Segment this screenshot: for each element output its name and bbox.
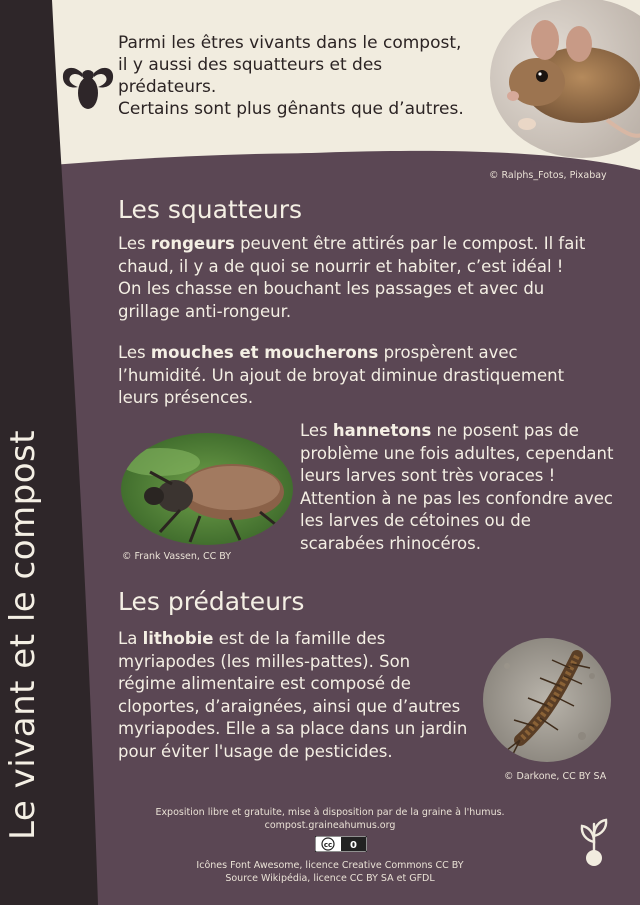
lithobius-keyword: lithobie (142, 629, 214, 648)
footer-line-4: Source Wikipédia, licence CC BY SA et GFDL (225, 873, 435, 884)
seedling-icon (576, 812, 612, 868)
flies-keyword: mouches et moucherons (150, 343, 379, 362)
intro-line-1: Parmi les êtres vivants dans le compost, il y aussi des squatteurs et des prédateurs. (118, 33, 462, 97)
squatters-heading: Les squatteurs (118, 195, 303, 224)
footer-line-3: Icônes Font Awesome, licence Creative Commons CC BY (196, 860, 464, 871)
cockchafer-paragraph (300, 420, 615, 555)
lithobius-paragraph (118, 628, 468, 763)
cc-zero-badge (315, 836, 367, 852)
footer-line-1: Exposition libre et gratuite, mise à disposition par de la graine à l'humus. (155, 807, 505, 818)
cockchafer-keyword: hannetons (332, 421, 432, 440)
mouse-photo-credit: © Ralphs_Fotos, Pixabay (489, 170, 607, 181)
flies-pre: Les (118, 343, 151, 362)
intro-text (118, 32, 468, 120)
predators-heading: Les prédateurs (118, 587, 305, 616)
flies-text: prospèrent avec l’humidité. Un ajout de broyat diminue drastiquement leurs présences. (118, 343, 565, 407)
beetle-photo-credit: © Frank Vassen, CC BY (122, 551, 232, 562)
intro-line-2: Certains sont plus gênants que d’autres. (118, 99, 464, 119)
beetle-photo (120, 432, 294, 546)
rodents-pre: Les (118, 234, 151, 253)
mouse-photo (487, 0, 640, 158)
lithobius-text: est de la famille des myriapodes (les milles-pattes). Son régime alimentaire est composé de cloportes, d’araignées, ainsi que d’autres myriapodes. Elle a sa place dans un jardin pour éviter l'usage de pesticides. (118, 629, 468, 761)
lithobius-pre: La (118, 629, 143, 648)
cc-badge-label: cc (323, 841, 333, 849)
centipede-photo-credit: © Darkone, CC BY SA (504, 771, 607, 782)
sidebar-title: Le vivant et le compost (3, 429, 43, 840)
centipede-photo (482, 636, 612, 764)
rodents-text: peuvent être attirés par le compost. Il fait chaud, il y a de quoi se nourrir et habiter, c’est idéal ! On les chasse en bouchant les passages et avec du grillage anti-rongeur. (118, 234, 586, 321)
rodents-keyword: rongeurs (150, 234, 235, 253)
rodents-paragraph (118, 233, 588, 323)
cockchafer-text: ne posent pas de problème une fois adultes, cependant leurs larves sont très voraces ! Attention à ne pas les confondre avec les larves de cétoines ou de scarabées rhinocéros. (300, 421, 614, 553)
bug-icon (60, 63, 116, 113)
zero-badge-label: 0 (350, 840, 357, 851)
flies-paragraph (118, 342, 588, 410)
footer-website[interactable]: compost.graineahumus.org (264, 820, 396, 831)
cockchafer-pre: Les (300, 421, 333, 440)
